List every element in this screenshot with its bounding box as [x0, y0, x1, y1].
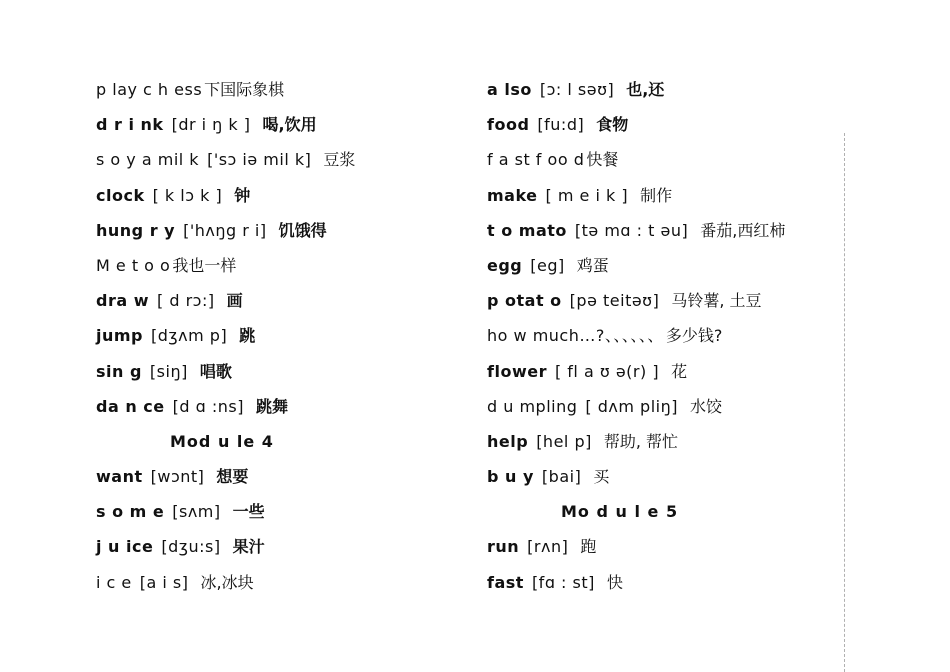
vocab-meaning: 跳舞: [255, 396, 288, 416]
vocab-word: M e t o o: [96, 255, 171, 275]
vocab-meaning: 果汁: [232, 537, 265, 557]
vocab-entry: [96, 111, 466, 146]
vocab-word: help: [487, 431, 529, 451]
vocab-phonetic: [bai]: [541, 467, 582, 487]
vocab-phonetic: [pə teitəʊ]: [569, 291, 660, 311]
vocab-meaning: 唱歌: [199, 361, 232, 381]
vocab-phonetic: [dʒʌm p]: [151, 326, 228, 346]
vocab-word: i c e: [96, 572, 132, 592]
module-heading: [487, 498, 832, 533]
vocab-word: d u mpling: [487, 396, 578, 416]
vocab-meaning: 跑: [580, 537, 597, 557]
module-heading: [96, 428, 466, 463]
right-vocab-column: [487, 76, 832, 604]
vocab-entry: [487, 428, 832, 463]
vocab-meaning: 帮助, 帮忙: [603, 431, 679, 451]
vocab-meaning: 快: [606, 572, 623, 592]
vocab-entry: [96, 463, 466, 498]
vocab-entry: [487, 111, 832, 146]
vocab-word: run: [487, 537, 520, 557]
vocab-phonetic: [ k lɔ k ]: [152, 185, 223, 205]
vocab-meaning: 跳: [239, 326, 256, 346]
vocab-meaning: 花: [671, 361, 688, 381]
vocab-entry: [96, 252, 466, 287]
vocab-word: j u ice: [96, 537, 154, 557]
vocab-word: p lay c h ess: [96, 80, 203, 99]
vocab-phonetic: [a i s]: [139, 572, 189, 592]
vocab-entry: [487, 463, 832, 498]
vocab-meaning: 也,还: [626, 80, 665, 99]
vocab-word: want: [96, 467, 143, 487]
vocab-word: egg: [487, 255, 523, 275]
vocab-word: p otat o: [487, 291, 562, 311]
vocab-entry: [487, 322, 832, 357]
page-edge-dashed-line: [844, 133, 845, 672]
vocab-entry: [96, 322, 466, 357]
vocab-phonetic: [wɔnt]: [150, 467, 205, 487]
vocab-phonetic: [tə mɑ : t əu]: [574, 220, 689, 240]
vocab-word: make: [487, 185, 538, 205]
vocab-phonetic: [sʌm]: [172, 502, 221, 522]
vocab-entry: [487, 393, 832, 428]
vocab-word: hung r y: [96, 220, 176, 240]
vocab-phonetic: [dʒu:s]: [161, 537, 221, 557]
vocab-phonetic: [ fl a ʊ ə(r) ]: [554, 361, 660, 381]
vocab-entry: [96, 498, 466, 533]
vocab-phonetic: [ dʌm pliŋ]: [585, 396, 678, 416]
vocab-word: b u y: [487, 467, 534, 487]
vocab-phonetic: [eg]: [530, 255, 565, 275]
vocab-entry: [487, 182, 832, 217]
vocab-entry: [487, 569, 832, 604]
vocab-phonetic: [hel p]: [536, 431, 592, 451]
vocab-meaning: 下国际象棋: [204, 80, 285, 99]
vocab-meaning: 水饺: [689, 396, 722, 416]
vocab-word: ho w much…?、、、、、、: [487, 326, 664, 346]
vocab-word: dra w: [96, 291, 149, 311]
left-vocab-column: [96, 76, 466, 604]
vocab-meaning: 饥饿得: [278, 220, 327, 240]
module-heading-text: Mod u le 4: [170, 431, 274, 451]
vocab-entry: [96, 76, 466, 111]
vocab-entry: [96, 569, 466, 604]
vocab-phonetic: [ m e i k ]: [545, 185, 629, 205]
vocab-phonetic: [dr i ŋ k ]: [171, 115, 251, 135]
vocab-phonetic: ['hʌŋg r i]: [183, 220, 267, 240]
vocab-entry: [96, 358, 466, 393]
vocab-entry: [96, 393, 466, 428]
vocab-word: fast: [487, 572, 524, 592]
vocab-meaning: 一些: [232, 502, 265, 522]
vocab-meaning: 制作: [640, 185, 673, 205]
vocab-entry: [487, 287, 832, 322]
vocab-meaning: 画: [226, 291, 243, 311]
vocab-phonetic: [d ɑ :ns]: [172, 396, 244, 416]
vocab-entry: [487, 76, 832, 111]
module-heading-text: Mo d u l e 5: [561, 502, 679, 522]
vocab-entry: [96, 533, 466, 568]
vocab-phonetic: [ɔ: l səʊ]: [539, 80, 615, 99]
vocab-phonetic: [fu:d]: [537, 115, 585, 135]
vocab-word: s o m e: [96, 502, 165, 522]
vocab-entry: [96, 217, 466, 252]
vocab-meaning: 钟: [234, 185, 251, 205]
vocab-entry: [487, 146, 832, 181]
vocab-phonetic: ['sɔ iə mil k]: [207, 150, 312, 170]
vocab-word: a lso: [487, 80, 532, 99]
vocab-meaning: 豆浆: [323, 150, 356, 170]
vocab-entry: [487, 358, 832, 393]
vocab-word: sin g: [96, 361, 142, 381]
vocab-entry: [487, 533, 832, 568]
vocab-meaning: 食物: [596, 115, 629, 135]
vocab-meaning: 快餐: [586, 150, 619, 170]
vocab-word: flower: [487, 361, 547, 381]
vocab-entry: [487, 252, 832, 287]
vocab-entry: [96, 146, 466, 181]
vocab-word: food: [487, 115, 530, 135]
vocab-phonetic: [siŋ]: [149, 361, 188, 381]
vocab-meaning: 鸡蛋: [576, 255, 609, 275]
vocab-word: t o mato: [487, 220, 567, 240]
vocab-phonetic: [ d rɔ:]: [157, 291, 215, 311]
vocab-meaning: 买: [593, 467, 610, 487]
vocab-meaning: 多少钱?: [665, 326, 723, 346]
vocab-word: f a st f oo d: [487, 150, 585, 170]
vocab-entry: [96, 287, 466, 322]
vocab-meaning: 想要: [216, 467, 249, 487]
vocab-entry: [96, 182, 466, 217]
vocab-meaning: 马铃薯, 土豆: [671, 291, 762, 311]
vocab-word: jump: [96, 326, 143, 346]
vocab-meaning: 我也一样: [172, 255, 237, 275]
vocab-meaning: 番茄,西红柿: [700, 220, 786, 240]
vocab-word: d r i nk: [96, 115, 164, 135]
vocab-word: da n ce: [96, 396, 165, 416]
vocab-phonetic: [fɑ : st]: [531, 572, 595, 592]
vocab-meaning: 喝,饮用: [262, 115, 317, 135]
vocab-word: s o y a mil k: [96, 150, 200, 170]
vocab-word: clock: [96, 185, 145, 205]
vocab-meaning: 冰,冰块: [200, 572, 254, 592]
vocab-entry: [487, 217, 832, 252]
vocab-phonetic: [rʌn]: [527, 537, 569, 557]
